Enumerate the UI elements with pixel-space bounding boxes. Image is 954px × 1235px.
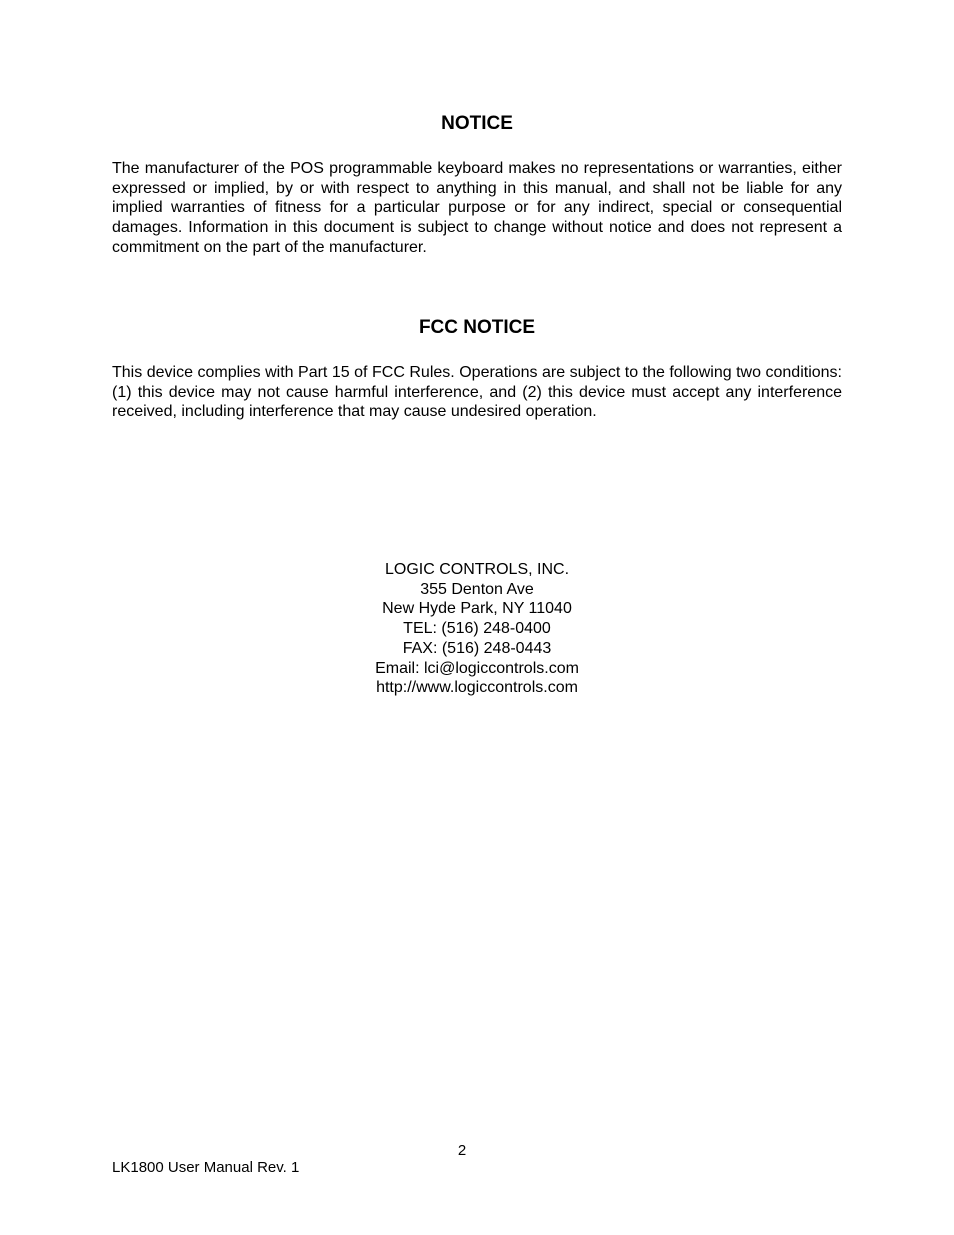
company-email: Email: lci@logiccontrols.com: [375, 659, 579, 677]
notice-paragraph: The manufacturer of the POS programmable keyboard makes no representations or warranties, either expressed or implied, by or with respect to anything in this manual, and shall not be liable for any implied warranties of fitness for a particular purpose or for any indirect, special or consequential damages. Information in this document is subject to change without notice and does not represent a commitment on the part of the manufacturer.: [112, 160, 842, 256]
company-name: LOGIC CONTROLS, INC.: [384, 561, 570, 578]
fcc-notice-title: FCC NOTICE: [418, 317, 536, 338]
company-street: 355 Denton Ave: [420, 580, 534, 598]
company-address-block: [0, 560, 954, 698]
footer-manual-revision: LK1800 User Manual Rev. 1: [112, 1159, 300, 1176]
company-website: http://www.logiccontrols.com: [376, 679, 578, 697]
fcc-notice-paragraph: This device complies with Part 15 of FCC Rules. Operations are subject to the following two conditions: (1) this device may not cause harmful interference, and (2) this device must accept any interference received, including interference that may cause undesired operation.: [112, 364, 842, 421]
notice-title: NOTICE: [441, 113, 513, 134]
company-city: New Hyde Park, NY 11040: [382, 600, 572, 618]
page-number: 2: [457, 1142, 467, 1159]
company-telephone: TEL: (516) 248-0400: [403, 620, 551, 638]
company-fax: FAX: (516) 248-0443: [402, 639, 552, 657]
